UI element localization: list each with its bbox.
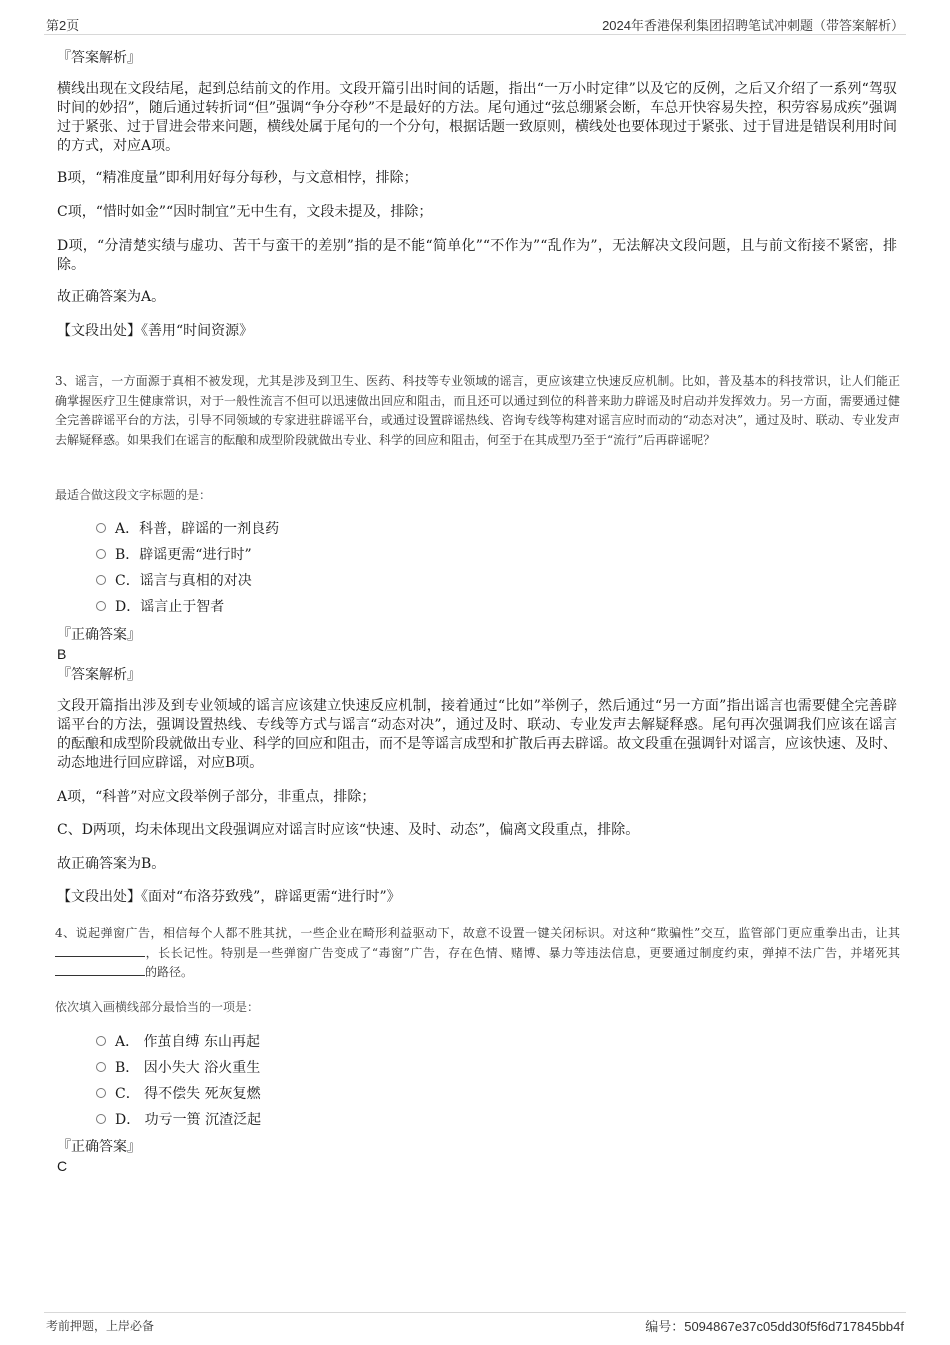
document-id: 编号：5094867e37c05dd30f5f6d717845bb4f bbox=[645, 1319, 904, 1334]
q2-option-b-analysis: B项，“精准度量”即利用好每分每秒，与文意相悖，排除； bbox=[57, 170, 418, 186]
q4-stem: 4、说起弹窗广告，相信每个人都不胜其扰，一些企业在畸形利益驱动下，故意不设置一键关闭标识。对这种“欺骗性”交互，监管部门更应重拳出击，让其，长长记性。特别是一些弹窗广告变成了“毒窗”广告，存在色情、赌博、暴力等违法信息，更要通过制度约束，弹掉不法广告，并堵死其的路径。 bbox=[55, 926, 900, 979]
page-header bbox=[44, 12, 906, 35]
radio-icon[interactable] bbox=[96, 1088, 106, 1098]
q3-option-d[interactable]: D．谣言止于智者 bbox=[96, 598, 224, 616]
page-number: 第2页 bbox=[46, 18, 80, 33]
q3-option-a[interactable]: A．科普，辟谣的一剂良药 bbox=[96, 520, 279, 538]
q3-analysis-paragraph: 文段开篇指出涉及到专业领域的谣言应该建立快速反应机制，接着通过“比如”举例子，然后通过“另一方面”指出谣言也需要健全完善辟谣平台的方法，强调设置热线、专线等方式与谣言“动态对决”，通过及时、联动、专业发声去解疑释惑。尾句再次强调我们应该在谣言的酝酿和成型阶段就做出专业、科学的回应和阻击，而不是等谣言成型和扩散后再去辟谣。故文段重在强调针对谣言，应该快速、及时、动态地进行回应辟谣，对应B项。 bbox=[57, 698, 897, 771]
q2-option-d-analysis: D项，“分清楚实绩与虚功、苦干与蛮干的差别”指的是不能“简单化”“不作为”“乱作为”，无法解决文段问题，且与前文衔接不紧密，排除。 bbox=[57, 238, 897, 273]
q4-option-a[interactable]: A． 作茧自缚 东山再起 bbox=[96, 1033, 260, 1051]
q2-option-c-analysis: C项，“惜时如金”“因时制宜”无中生有，文段未提及，排除； bbox=[57, 204, 433, 220]
q3-option-cd-analysis: C、D两项，均未体现出文段强调应对谣言时应该“快速、及时、动态”，偏离文段重点，排除。 bbox=[57, 822, 640, 838]
document-title: 2024年香港保利集团招聘笔试冲刺题（带答案解析） bbox=[602, 18, 904, 33]
q3-stem: 3、谣言，一方面源于真相不被发现，尤其是涉及到卫生、医药、科技等专业领域的谣言，更应该建立快速反应机制。比如，普及基本的科技常识，让人们能正确掌握医疗卫生健康常识，对于一般性流言不但可以迅速做出回应和阻击，而且还可以通过到位的科普来助力辟谣及时启动并发挥效力。另一方面，需要通过健全完善辟谣平台的方法，引导不同领域的专家进驻辟谣平台，或通过设置辟谣热线、咨询专线等构建对谣言应时而动的“动态对决”，通过及时、联动、专业发声去解疑释惑。如果我们在谣言的酝酿和成型阶段就做出专业、科学的回应和阻击，何至于在其成型乃至于“流行”后再辟谣呢？ bbox=[55, 374, 900, 447]
radio-icon[interactable] bbox=[96, 575, 106, 585]
q3-option-c[interactable]: C．谣言与真相的对决 bbox=[96, 572, 252, 590]
q3-correct-heading: 『正确答案』 bbox=[57, 627, 141, 643]
radio-icon[interactable] bbox=[96, 601, 106, 611]
q3-conclusion: 故正确答案为B。 bbox=[57, 856, 166, 872]
q4-option-c[interactable]: C． 得不偿失 死灰复燃 bbox=[96, 1085, 261, 1103]
q2-analysis-heading: 『答案解析』 bbox=[57, 50, 141, 66]
radio-icon[interactable] bbox=[96, 1062, 106, 1072]
q4-option-d[interactable]: D． 功亏一篑 沉渣泛起 bbox=[96, 1111, 261, 1129]
footer-slogan: 考前押题，上岸必备 bbox=[46, 1319, 155, 1333]
q4-correct-answer: C bbox=[57, 1158, 68, 1174]
q3-option-b[interactable]: B．辟谣更需“进行时” bbox=[96, 546, 252, 564]
radio-icon[interactable] bbox=[96, 523, 106, 533]
q4-prompt: 依次填入画横线部分最恰当的一项是： bbox=[55, 1000, 260, 1014]
fill-blank-2 bbox=[55, 964, 145, 976]
q2-conclusion: 故正确答案为A。 bbox=[57, 289, 166, 305]
q4-option-b[interactable]: B． 因小失大 浴火重生 bbox=[96, 1059, 260, 1077]
q3-correct-answer: B bbox=[57, 646, 67, 662]
q3-prompt: 最适合做这段文字标题的是： bbox=[55, 488, 212, 502]
q3-option-a-analysis: A项，“科普”对应文段举例子部分，非重点，排除； bbox=[57, 789, 376, 805]
q4-correct-heading: 『正确答案』 bbox=[57, 1139, 141, 1155]
q2-analysis-paragraph: 横线出现在文段结尾，起到总结前文的作用。文段开篇引出时间的话题，指出“一万小时定律”以及它的反例，之后又介绍了一系列“驾驭时间的妙招”，随后通过转折词“但”强调“争分夺秒”不是最好的方法。尾句通过“弦总绷紧会断，车总开快容易失控，积劳容易成疾”强调过于紧张、过于冒进会带来问题，横线处属于尾句的一个分句，根据话题一致原则，横线处也要体现过于紧张、过于冒进是错误利用时间的方式，对应A项。 bbox=[57, 81, 897, 154]
radio-icon[interactable] bbox=[96, 1036, 106, 1046]
q3-analysis-heading: 『答案解析』 bbox=[57, 667, 141, 683]
q3-source: 【文段出处】《面对“布洛芬致残”，辟谣更需“进行时”》 bbox=[57, 889, 401, 905]
fill-blank-1 bbox=[55, 945, 145, 957]
q2-source: 【文段出处】《善用“时间资源》 bbox=[57, 323, 254, 339]
radio-icon[interactable] bbox=[96, 549, 106, 559]
page-footer bbox=[44, 1312, 906, 1335]
radio-icon[interactable] bbox=[96, 1114, 106, 1124]
